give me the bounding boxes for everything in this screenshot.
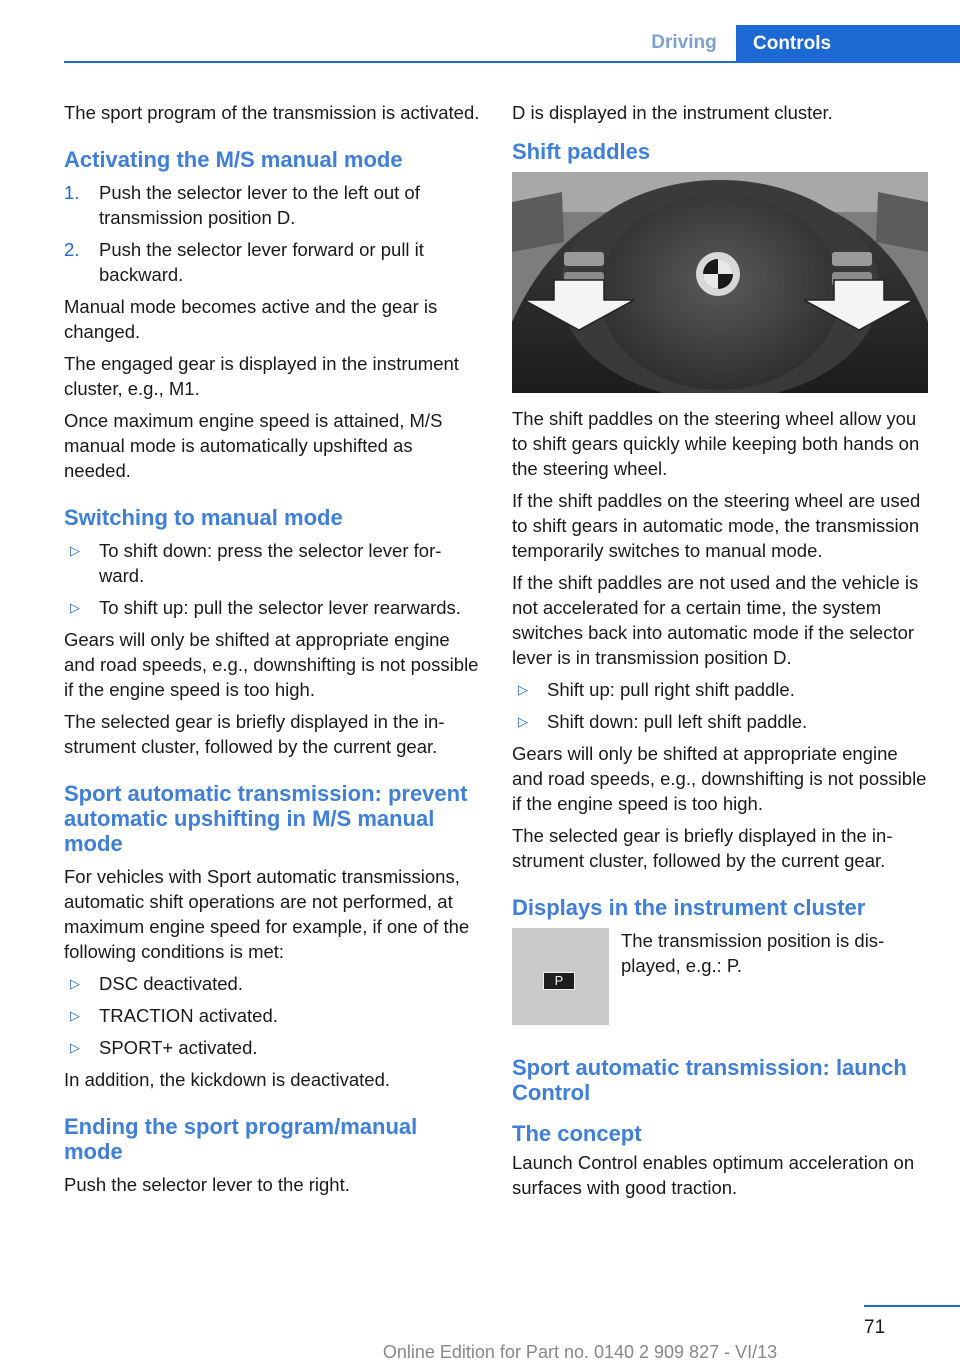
display-description: The transmission position is displayed, e.g.: P. xyxy=(621,930,885,976)
triangle-bullet-icon: ▷ xyxy=(70,543,80,558)
list-item xyxy=(64,971,480,996)
list-item xyxy=(64,595,480,620)
right-column xyxy=(512,100,928,1207)
heading-switching-manual-mode: Switching to manual mode xyxy=(64,505,343,530)
heading-displays-instrument-cluster: Displays in the instrument cluster xyxy=(512,895,866,920)
display-row xyxy=(512,928,928,1025)
list-item-text: To shift down: press the selector lever forward. xyxy=(99,540,442,586)
list-item xyxy=(512,677,928,702)
list-item xyxy=(64,1035,480,1060)
paragraph: The selected gear is briefly displayed in the instrument cluster, followed by the current gear. xyxy=(64,711,445,757)
footer-rule xyxy=(864,1305,960,1307)
paragraph: In addition, the kickdown is deactivated. xyxy=(64,1069,390,1090)
paragraph: Manual mode becomes active and the gear is changed. xyxy=(64,296,438,342)
paragraph: Launch Control enables optimum acceleration on surfaces with good traction. xyxy=(512,1152,915,1198)
triangle-bullet-icon: ▷ xyxy=(70,1008,80,1023)
steering-wheel-image xyxy=(512,172,928,393)
bullet-list xyxy=(64,538,480,620)
list-item-text: To shift up: pull the selector lever rearwards. xyxy=(99,597,461,618)
step-number: 2. xyxy=(64,239,80,260)
gear-p-indicator: P xyxy=(543,972,575,990)
heading-shift-paddles: Shift paddles xyxy=(512,139,651,164)
list-item xyxy=(512,709,928,734)
triangle-bullet-icon: ▷ xyxy=(70,1040,80,1055)
page-number: 71 xyxy=(864,1317,886,1338)
paragraph: For vehicles with Sport automatic transmissions, automatic shift operations are not performed, at maximum engine speed for example, if one of the following conditions is met: xyxy=(64,866,470,962)
triangle-bullet-icon: ▷ xyxy=(518,714,528,729)
subheading-the-concept: The concept xyxy=(512,1121,642,1146)
step-item xyxy=(64,180,480,230)
list-item-text: TRACTION activated. xyxy=(99,1005,278,1026)
bullet-list xyxy=(64,971,480,1060)
steps-list xyxy=(64,180,480,287)
paragraph: Push the selector lever to the right. xyxy=(64,1174,350,1195)
heading-prevent-upshifting: Sport automatic transmission: prevent automatic upshifting in M/S manual mode xyxy=(64,781,468,856)
list-item-text: DSC deactivated. xyxy=(99,973,243,994)
tab-driving[interactable]: Driving xyxy=(651,32,717,53)
step-text: Push the selector lever forward or pull it backward. xyxy=(99,239,424,285)
list-item xyxy=(64,1003,480,1028)
paragraph: The engaged gear is displayed in the instrument cluster, e.g., M1. xyxy=(64,353,459,399)
bullet-list xyxy=(512,677,928,734)
heading-ending-sport-program: Ending the sport program/manual mode xyxy=(64,1114,418,1164)
header-rule xyxy=(64,61,960,63)
edition-watermark: Online Edition for Part no. 0140 2 909 827 - VI/13 xyxy=(382,1342,778,1362)
step-text: Push the selector lever to the left out of transmission position D. xyxy=(99,182,420,228)
intro-paragraph: D is displayed in the instrument cluster. xyxy=(512,102,833,123)
paragraph: The shift paddles on the steering wheel allow you to shift gears quickly while keeping both hands on the steering wheel. xyxy=(512,408,920,479)
paragraph: If the shift paddles on the steering wheel are used to shift gears in automatic mode, the transmission temporarily switches to manual mode. xyxy=(512,490,921,561)
left-column xyxy=(64,100,480,1204)
paragraph: Once maximum engine speed is attained, M/S manual mode is automatically upshifted as needed. xyxy=(64,410,443,481)
instrument-display-image xyxy=(512,928,609,1025)
list-item xyxy=(64,538,480,588)
triangle-bullet-icon: ▷ xyxy=(70,600,80,615)
step-number: 1. xyxy=(64,182,80,203)
triangle-bullet-icon: ▷ xyxy=(518,682,528,697)
paragraph: If the shift paddles are not used and the vehicle is not accelerated for a certain time, the system switches back into automatic mode if the selector lever is in transmission position D. xyxy=(512,572,919,668)
heading-launch-control: Sport automatic transmission: launch Control xyxy=(512,1055,907,1105)
steering-wheel-illustration xyxy=(512,172,928,393)
list-item-text: Shift down: pull left shift paddle. xyxy=(547,711,808,732)
heading-activating-manual-mode: Activating the M/S manual mode xyxy=(64,147,403,172)
step-item xyxy=(64,237,480,287)
tab-controls[interactable]: Controls xyxy=(736,25,960,62)
list-item-text: Shift up: pull right shift paddle. xyxy=(547,679,795,700)
paragraph: The selected gear is briefly displayed in the instrument cluster, followed by the current gear. xyxy=(512,825,893,871)
intro-paragraph: The sport program of the transmission is activated. xyxy=(64,102,480,123)
triangle-bullet-icon: ▷ xyxy=(70,976,80,991)
list-item-text: SPORT+ activated. xyxy=(99,1037,258,1058)
paragraph: Gears will only be shifted at appropriate engine and road speeds, e.g., downshifting is not possible if the engine speed is too high. xyxy=(512,743,927,814)
paragraph: Gears will only be shifted at appropriate engine and road speeds, e.g., downshifting is not possible if the engine speed is too high. xyxy=(64,629,479,700)
